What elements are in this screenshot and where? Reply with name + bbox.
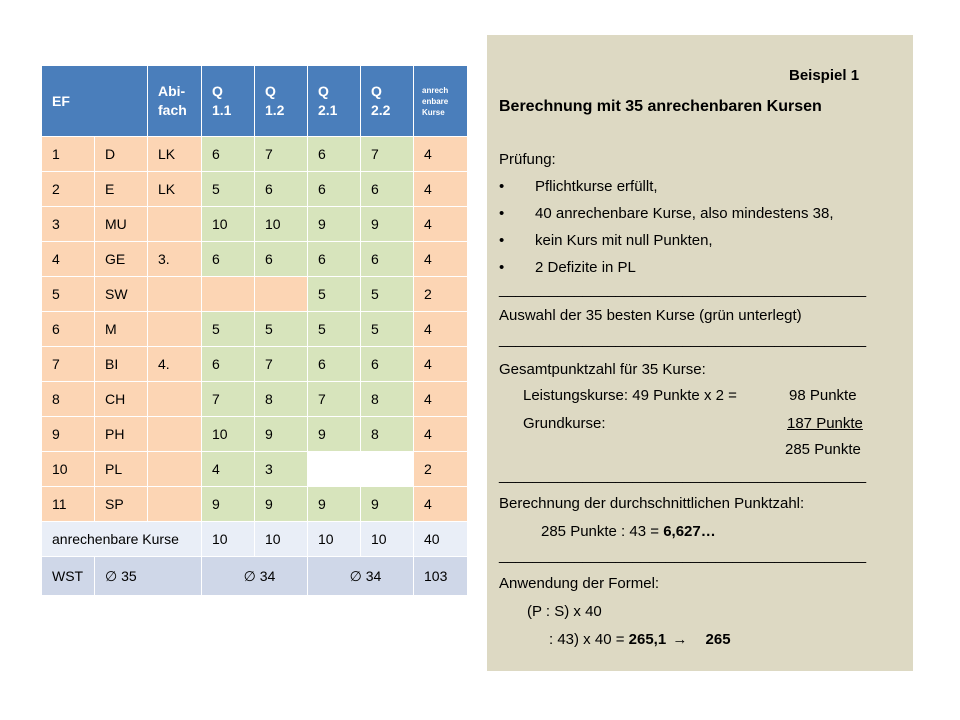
- bullet-item: [499, 178, 658, 195]
- cell-q12: 6: [255, 242, 308, 277]
- wst-avg35: ∅ 35: [95, 557, 202, 596]
- cell-q21: 6: [308, 172, 361, 207]
- cell-number: 9: [42, 417, 95, 452]
- formula: (P : S) x 40: [527, 603, 602, 620]
- cell-q22: 6: [361, 242, 414, 277]
- calc-line: [541, 523, 716, 540]
- final-line: [549, 631, 731, 648]
- cell-q22: 5: [361, 277, 414, 312]
- bullet-item: [499, 205, 834, 222]
- cell-q12: 3: [255, 452, 308, 487]
- grade-table: [41, 65, 468, 596]
- gesamt-label: Gesamtpunktzahl für 35 Kurse:: [499, 361, 706, 378]
- cell-q22: 8: [361, 417, 414, 452]
- final-value: 265,1: [628, 631, 667, 648]
- cell-q11: 7: [202, 382, 255, 417]
- separator: ____________________________________________: [499, 467, 867, 484]
- table-row: [42, 382, 468, 417]
- cell-anrechenbar: 4: [414, 417, 468, 452]
- cell-q21: [308, 452, 361, 487]
- bullet-text: Pflichtkurse erfüllt,: [535, 178, 658, 195]
- anrechenbar-q11: 10: [202, 522, 255, 557]
- cell-number: 2: [42, 172, 95, 207]
- cell-q12: [255, 277, 308, 312]
- cell-q12: 9: [255, 417, 308, 452]
- cell-abifach: LK: [148, 137, 202, 172]
- lk-value: 98 Punkte: [789, 387, 857, 404]
- cell-anrechenbar: 4: [414, 137, 468, 172]
- cell-number: 5: [42, 277, 95, 312]
- table-row: [42, 452, 468, 487]
- anrechenbar-q12: 10: [255, 522, 308, 557]
- panel-title: Beispiel 1: [789, 67, 860, 84]
- example-panel: [487, 35, 913, 671]
- cell-anrechenbar: 4: [414, 312, 468, 347]
- cell-anrechenbar: 2: [414, 452, 468, 487]
- header-abifach: Abi- fach: [148, 66, 202, 137]
- cell-number: 10: [42, 452, 95, 487]
- cell-abifach: [148, 312, 202, 347]
- separator: ____________________________________________: [499, 331, 867, 348]
- bullet-text: 2 Defizite in PL: [535, 259, 636, 276]
- wst-avg34-q2: ∅ 34: [308, 557, 414, 596]
- cell-abifach: [148, 487, 202, 522]
- table-row: [42, 137, 468, 172]
- cell-q21: 6: [308, 137, 361, 172]
- cell-q21: 9: [308, 207, 361, 242]
- formel-label: Anwendung der Formel:: [499, 575, 660, 592]
- arrow-icon: →: [672, 631, 688, 648]
- cell-subject: MU: [95, 207, 148, 242]
- cell-subject: CH: [95, 382, 148, 417]
- cell-subject: GE: [95, 242, 148, 277]
- cell-q12: 8: [255, 382, 308, 417]
- cell-number: 8: [42, 382, 95, 417]
- anrechenbar-q21: 10: [308, 522, 361, 557]
- cell-abifach: [148, 382, 202, 417]
- table-row: [42, 347, 468, 382]
- durchschnitt-label: Berechnung der durchschnittlichen Punktzahl:: [499, 495, 805, 512]
- cell-q21: 5: [308, 277, 361, 312]
- cell-number: 1: [42, 137, 95, 172]
- bullet-glyph: •: [499, 259, 505, 276]
- cell-q22: 6: [361, 347, 414, 382]
- cell-anrechenbar: 4: [414, 382, 468, 417]
- cell-q21: 9: [308, 417, 361, 452]
- cell-q11: 6: [202, 347, 255, 382]
- gk-value: 187 Punkte: [787, 415, 863, 432]
- cell-q22: 9: [361, 207, 414, 242]
- cell-subject: D: [95, 137, 148, 172]
- cell-q22: 7: [361, 137, 414, 172]
- cell-number: 3: [42, 207, 95, 242]
- cell-subject: PH: [95, 417, 148, 452]
- cell-subject: E: [95, 172, 148, 207]
- anrechenbar-q22: 10: [361, 522, 414, 557]
- table-row: [42, 277, 468, 312]
- cell-subject: SW: [95, 277, 148, 312]
- cell-abifach: [148, 207, 202, 242]
- cell-abifach: 3.: [148, 242, 202, 277]
- cell-subject: M: [95, 312, 148, 347]
- cell-number: 6: [42, 312, 95, 347]
- cell-q22: 6: [361, 172, 414, 207]
- cell-subject: SP: [95, 487, 148, 522]
- cell-number: 7: [42, 347, 95, 382]
- cell-q22: [361, 452, 414, 487]
- header-q22: Q 2.2: [361, 66, 414, 137]
- header-anrechenbar: anrech enbare Kurse: [414, 66, 468, 137]
- panel-subtitle: Berechnung mit 35 anrechenbaren Kursen: [499, 98, 822, 115]
- bullet-glyph: •: [499, 205, 505, 222]
- cell-q11: 10: [202, 207, 255, 242]
- cell-abifach: 4.: [148, 347, 202, 382]
- bullet-text: kein Kurs mit null Punkten,: [535, 232, 713, 249]
- cell-anrechenbar: 4: [414, 347, 468, 382]
- cell-q21: 6: [308, 347, 361, 382]
- cell-q12: 7: [255, 347, 308, 382]
- bullet-glyph: •: [499, 232, 505, 249]
- separator: ____________________________________________: [499, 281, 867, 298]
- cell-q22: 5: [361, 312, 414, 347]
- header-ef: EF: [42, 66, 148, 137]
- cell-q11: 4: [202, 452, 255, 487]
- cell-abifach: [148, 277, 202, 312]
- separator: ____________________________________________: [499, 547, 867, 564]
- cell-q11: 6: [202, 242, 255, 277]
- cell-q12: 6: [255, 172, 308, 207]
- cell-q21: 6: [308, 242, 361, 277]
- anrechenbar-total: 40: [414, 522, 468, 557]
- wst-row: [42, 557, 468, 596]
- gk-label: Grundkurse:: [523, 415, 606, 432]
- cell-subject: BI: [95, 347, 148, 382]
- cell-number: 11: [42, 487, 95, 522]
- header-q21: Q 2.1: [308, 66, 361, 137]
- table-row: [42, 207, 468, 242]
- table-row: [42, 172, 468, 207]
- header-q11: Q 1.1: [202, 66, 255, 137]
- cell-q21: 9: [308, 487, 361, 522]
- table-row: [42, 417, 468, 452]
- wst-total: 103: [414, 557, 468, 596]
- lk-label: Leistungskurse: 49 Punkte x 2 =: [523, 387, 737, 404]
- cell-q12: 10: [255, 207, 308, 242]
- cell-abifach: [148, 452, 202, 487]
- final-result: 265: [705, 631, 731, 648]
- table-header-row: [42, 66, 468, 137]
- cell-q11: 5: [202, 312, 255, 347]
- cell-anrechenbar: 2: [414, 277, 468, 312]
- cell-q11: [202, 277, 255, 312]
- cell-subject: PL: [95, 452, 148, 487]
- header-q12: Q 1.2: [255, 66, 308, 137]
- cell-q21: 7: [308, 382, 361, 417]
- cell-q11: 6: [202, 137, 255, 172]
- table-row: [42, 242, 468, 277]
- table-row: [42, 487, 468, 522]
- anrechenbar-row: [42, 522, 468, 557]
- cell-q11: 5: [202, 172, 255, 207]
- sum-value: 285 Punkte: [785, 441, 861, 458]
- cell-anrechenbar: 4: [414, 207, 468, 242]
- auswahl-text: Auswahl der 35 besten Kurse (grün unterlegt): [499, 307, 802, 324]
- wst-label: WST: [42, 557, 95, 596]
- calc-result: 6,627…: [663, 523, 716, 540]
- cell-q11: 10: [202, 417, 255, 452]
- wst-avg34-q1: ∅ 34: [202, 557, 308, 596]
- cell-q12: 7: [255, 137, 308, 172]
- pruefung-label: Prüfung:: [499, 151, 556, 168]
- bullet-text: 40 anrechenbare Kurse, also mindestens 38,: [535, 205, 834, 222]
- table-row: [42, 312, 468, 347]
- cell-number: 4: [42, 242, 95, 277]
- bullet-glyph: •: [499, 178, 505, 195]
- cell-q12: 5: [255, 312, 308, 347]
- bullet-item: [499, 232, 713, 249]
- calc-prefix: 285 Punkte : 43 =: [541, 523, 664, 540]
- bullet-item: [499, 259, 636, 276]
- cell-abifach: [148, 417, 202, 452]
- cell-anrechenbar: 4: [414, 487, 468, 522]
- cell-q12: 9: [255, 487, 308, 522]
- final-prefix: : 43) x 40 =: [549, 631, 629, 648]
- cell-anrechenbar: 4: [414, 242, 468, 277]
- cell-q22: 8: [361, 382, 414, 417]
- cell-q11: 9: [202, 487, 255, 522]
- cell-abifach: LK: [148, 172, 202, 207]
- cell-anrechenbar: 4: [414, 172, 468, 207]
- cell-q21: 5: [308, 312, 361, 347]
- cell-q22: 9: [361, 487, 414, 522]
- anrechenbar-label: anrechenbare Kurse: [42, 522, 202, 557]
